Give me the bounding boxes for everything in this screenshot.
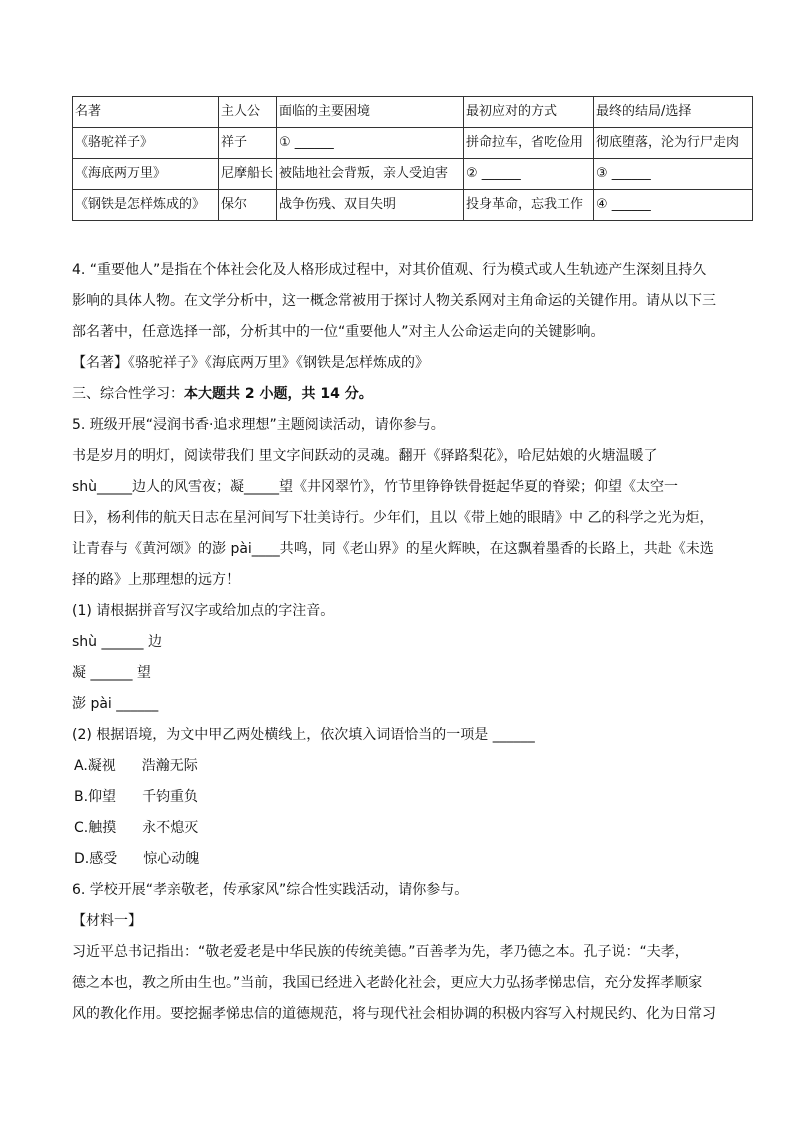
- question-5-sub1-blank: shù ______ 边: [72, 634, 162, 650]
- table-cell: 《骆驼祥子》: [73, 128, 219, 159]
- question-6-intro: 6. 学校开展“孝亲敬老，传承家风”综合性实践活动，请你参与。: [72, 882, 469, 898]
- option-label: B.仰望: [74, 789, 117, 805]
- question-5-sub2: (2) 根据语境，为文中甲乙两处横线上，依次填入词语恰当的一项是 ______: [72, 727, 535, 743]
- table-header-cell: 主人公: [219, 97, 277, 128]
- table-row: [73, 128, 753, 159]
- table-cell: 投身革命，忘我工作: [464, 190, 594, 221]
- answer-option: [72, 751, 732, 782]
- question-5-sub1-blank: 凝 ______ 望: [72, 665, 151, 681]
- table-cell: ② ______: [464, 159, 594, 190]
- table-cell: ③ ______: [594, 159, 753, 190]
- question-4-line: 影响的具体人物。在文学分析中，这一概念常被用于探讨人物关系网对主角命运的关键作用。请从以下三: [72, 293, 716, 309]
- option-label: D.感受: [74, 851, 118, 867]
- material-1-heading: 【材料一】: [72, 913, 142, 929]
- question-5-passage-line: 让青春与《黄河颂》的澎 pài____共鸣，同《老山界》的星火辉映，在这飘着墨香的长路上，共赴《未选: [72, 541, 714, 557]
- table-header-cell: 名著: [73, 97, 219, 128]
- table-header-cell: 最初应对的方式: [464, 97, 594, 128]
- material-1-line: 风的教化作用。要挖掘孝悌忠信的道德规范，将与现代社会相协调的积极内容写入村规民约、化为日常习: [72, 1006, 716, 1022]
- answer-option: [72, 782, 732, 813]
- table-cell: 《海底两万里》: [73, 159, 219, 190]
- table-header-row: [73, 97, 753, 128]
- table-cell: ① ______: [277, 128, 464, 159]
- book-comparison-table: [72, 96, 753, 221]
- section-3-prefix: 三、综合性学习：: [72, 386, 184, 402]
- section-3-heading: [72, 379, 732, 410]
- option-label: A.凝视: [74, 758, 116, 774]
- table-cell: 被陆地社会背叛，亲人受迫害: [277, 159, 464, 190]
- table-cell: 《钢铁是怎样炼成的》: [73, 190, 219, 221]
- question-5-intro: 5. 班级开展“浸润书香·追求理想”主题阅读活动，请你参与。: [72, 417, 445, 433]
- material-1-line: 德之本也，教之所由生也。”当前，我国已经进入老龄化社会，更应大力弘扬孝悌忠信，充分发挥孝顺家: [72, 975, 703, 991]
- table-cell: ④ ______: [594, 190, 753, 221]
- document-body: [72, 255, 732, 1030]
- table-header-cell: 面临的主要困境: [277, 97, 464, 128]
- question-5-passage-line: 日》，杨利伟的航天日志在星河间写下壮美诗行。少年们，且以《带上她的眼睛》中 乙的科学之光为炬，: [72, 510, 714, 526]
- answer-option: [72, 813, 732, 844]
- question-4-line: 部名著中，任意选择一部，分析其中的一位“重要他人”对主人公命运走向的关键影响。: [72, 324, 605, 340]
- question-5-sub1-blank: 澎 pài ______: [72, 696, 159, 712]
- answer-option: [72, 844, 732, 875]
- option-text: 惊心动魄: [143, 851, 200, 867]
- table-header-cell: 最终的结局/选择: [594, 97, 753, 128]
- option-text: 千钧重负: [142, 789, 199, 805]
- question-4-line: 4. “重要他人”是指在个体社会化及人格形成过程中，对其价值观、行为模式或人生轨迹产生深刻且持久: [72, 262, 707, 278]
- table-cell: 战争伤残、双目失明: [277, 190, 464, 221]
- option-text: 浩瀚无际: [141, 758, 198, 774]
- table-cell: 拼命拉车，省吃俭用: [464, 128, 594, 159]
- question-5-passage-line: shù_____边人的风雪夜；凝_____望《井冈翠竹》，竹节里铮铮铁骨挺起华夏的脊梁；仰望《太空一: [72, 479, 679, 495]
- table-cell: 尼摩船长: [219, 159, 277, 190]
- question-5-sub1: (1) 请根据拼音写汉字或给加点的字注音。: [72, 603, 335, 619]
- table-row: [73, 190, 753, 221]
- option-label: C.触摸: [74, 820, 117, 836]
- table-cell: 彻底堕落，沦为行尸走肉: [594, 128, 753, 159]
- question-5-passage-line: 择的路》上那理想的远方！: [72, 572, 240, 588]
- option-text: 永不熄灭: [142, 820, 199, 836]
- material-1-line: 习近平总书记指出：“敬老爱老是中华民族的传统美德。”百善孝为先，孝乃德之本。孔子说：“夫孝，: [72, 944, 689, 960]
- section-3-score: 本大题共 2 小题，共 14 分。: [184, 386, 373, 402]
- table-cell: 保尔: [219, 190, 277, 221]
- table-row: [73, 159, 753, 190]
- question-5-passage-line: 书是岁月的明灯，阅读带我们 里文字间跃动的灵魂。翻开《驿路梨花》，哈尼姑娘的火塘温暖了: [72, 448, 658, 464]
- table-cell: 祥子: [219, 128, 277, 159]
- question-4-books: 【名著】《骆驼祥子》《海底两万里》《钢铁是怎样炼成的》: [72, 355, 429, 371]
